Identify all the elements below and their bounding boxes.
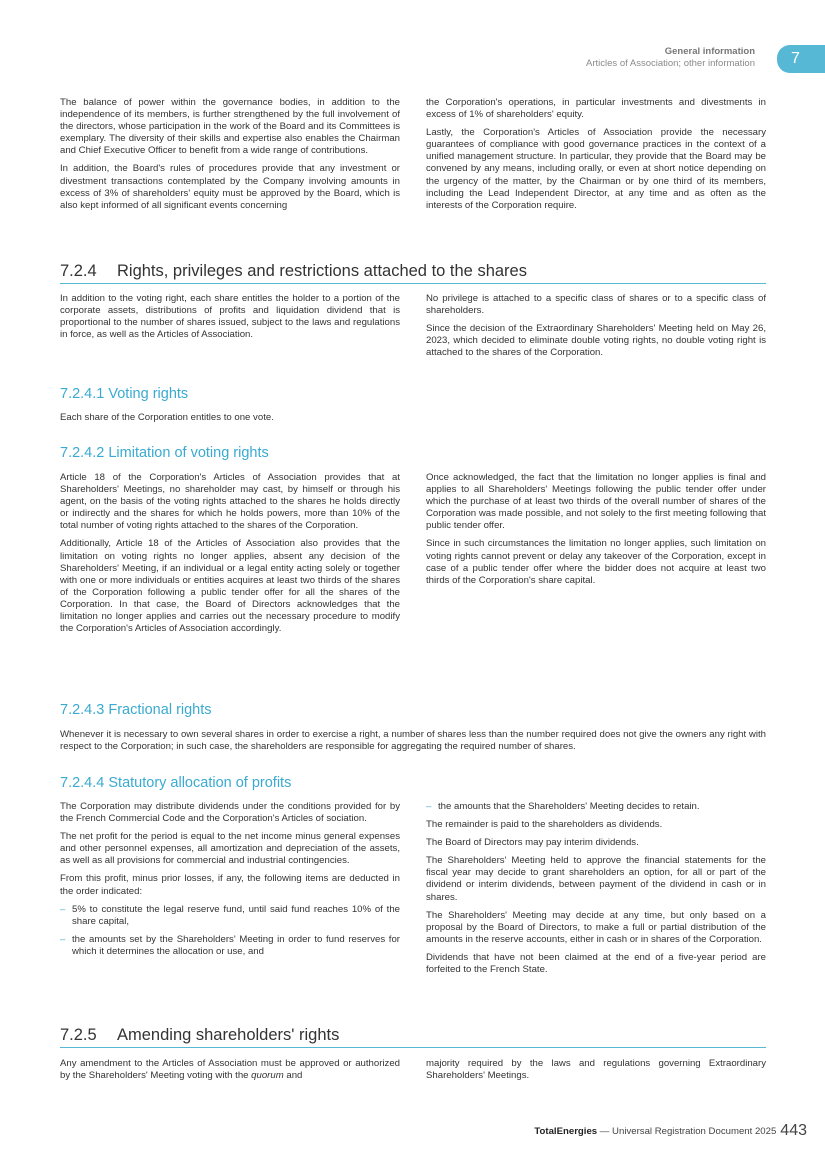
section-heading-7-2-5 bbox=[60, 1025, 766, 1048]
paragraph: The balance of power within the governance bodies, in addition to the independence of its members, is further strengthened by the full involvement of the directors, whose participation in the work of the Board and its Committees is exemplary. The diversity of their skills and expertise also enables the Chairman and Chief Executive Officer to benefit from a wide range of contributions. bbox=[60, 97, 400, 157]
paragraph: From this profit, minus prior losses, if any, the following items are deducted in the order indicated: bbox=[60, 873, 400, 897]
list-item: – the amounts set by the Shareholders' Meeting in order to fund reserves for which it determines the allocation or use, and bbox=[60, 933, 400, 957]
s7243-body bbox=[60, 729, 766, 759]
paragraph: Each share of the Corporation entitles to one vote. bbox=[60, 412, 274, 423]
subsection-heading-allocation: 7.2.4.4 Statutory allocation of profits bbox=[60, 775, 292, 791]
s7242-right-column bbox=[426, 472, 766, 593]
paragraph: The remainder is paid to the shareholders as dividends. bbox=[426, 819, 663, 831]
page-footer bbox=[534, 1122, 807, 1141]
s724-left-column bbox=[60, 293, 400, 347]
s725-right-column bbox=[426, 1058, 766, 1088]
chapter-tab: 7 bbox=[777, 45, 825, 73]
paragraph: The Shareholders' Meeting may decide at any time, but only based on a proposal by the Board of Directors, to make a full or partial distribution of the amounts in the reserve accounts, either in cash or in shares of the Corporation. bbox=[426, 909, 766, 945]
list-item: – the amounts that the Shareholders' Meeting decides to retain. bbox=[426, 801, 700, 812]
paragraph: majority required by the laws and regulations governing Extraordinary Shareholders' Meetings. bbox=[426, 1058, 766, 1082]
header-subsection: Articles of Association; other information bbox=[586, 58, 755, 69]
section-title: Amending shareholders' rights bbox=[117, 1026, 340, 1044]
paragraph: The Board of Directors may pay interim dividends. bbox=[426, 837, 639, 849]
running-header bbox=[586, 46, 755, 70]
subsection-heading-limitation: 7.2.4.2 Limitation of voting rights bbox=[60, 445, 269, 461]
paragraph: Since the decision of the Extraordinary Shareholders' Meeting held on May 26, 2023, which decided to eliminate double voting rights, no double voting right is attached to the shares of the Corporation. bbox=[426, 323, 766, 359]
paragraph: Since in such circumstances the limitation no longer applies, such limitation on voting rights cannot prevent or delay any takeover of the Corporation, except in case of a public tender offer where the bidder does not acquire at least two thirds of the Corporation's share capital. bbox=[426, 538, 766, 586]
s7242-left-column bbox=[60, 472, 400, 641]
section-title: Rights, privileges and restrictions attached to the shares bbox=[117, 262, 527, 280]
paragraph: the Corporation's operations, in particular investments and divestments in excess of 1% of shareholders' equity. bbox=[426, 97, 766, 121]
s7244-left-column bbox=[60, 801, 400, 964]
subsection-heading-voting-rights: 7.2.4.1 Voting rights bbox=[60, 386, 189, 402]
list-item: – 5% to constitute the legal reserve fund, until said fund reaches 10% of the share capital, bbox=[60, 903, 400, 927]
intro-right-column bbox=[426, 97, 766, 218]
footer-brand: TotalEnergies bbox=[534, 1126, 598, 1137]
paragraph: The Shareholders' Meeting held to approve the financial statements for the fiscal year may decide to grant shareholders an option, for all or part of the dividend or interim dividends, between payment of the dividend in cash or in shares. bbox=[426, 855, 766, 903]
page-number: 443 bbox=[780, 1122, 807, 1139]
paragraph: In addition, the Board's rules of procedures provide that any investment or divestment transactions contemplated by the Company involving amounts in excess of 3% of shareholders' equity must be approved by the Board, which is also kept informed of all significant events concerning bbox=[60, 163, 400, 211]
paragraph: Additionally, Article 18 of the Articles of Association also provides that the limitation on voting rights no longer applies, absent any decision of the Shareholders' Meeting, if an individual or a legal entity acting solely or together with one or more individuals or entities acquires at least two thirds of the shares of the Corporation following a public tender offer for all the shares of the Corporation. In that case, the Board of Directors acknowledges that the limitation no longer applies and carries out the necessary procedure to modify the Corporation's Articles of Association accordingly. bbox=[60, 538, 400, 635]
s725-left-column bbox=[60, 1058, 400, 1088]
section-number: 7.2.4 bbox=[60, 262, 97, 280]
dash-bullet: – bbox=[426, 801, 432, 812]
section-number: 7.2.5 bbox=[60, 1026, 97, 1044]
paragraph: Lastly, the Corporation's Articles of Association provide the necessary guarantees of compliance with good governance practices in the context of a unified management structure. In particular, they provide that the Board may be convened by any means, including orally, or even at short notice depending on the urgency of the matter, by the Chairman or by one third of its members, including the Lead Independent Director, at any time and as often as the interests of the Corporation require. bbox=[426, 127, 766, 211]
s7244-right-column bbox=[426, 801, 766, 982]
paragraph: Dividends that have not been claimed at the end of a five-year period are forfeited to the French State. bbox=[426, 951, 766, 976]
subsection-heading-fractional: 7.2.4.3 Fractional rights bbox=[60, 702, 212, 718]
section-heading-7-2-4 bbox=[60, 261, 766, 284]
intro-left-column bbox=[60, 97, 400, 218]
footer-document: — Universal Registration Document 2025 bbox=[597, 1126, 777, 1137]
paragraph: Once acknowledged, the fact that the limitation no longer applies is final and applies to all Shareholders' Meetings following the public tender offer under which the purchase of at least two thirds of the overall number of shares of the Corporation was made possible, and not solely to the first meeting following that public tender offer. bbox=[426, 472, 766, 532]
dash-bullet: – bbox=[60, 903, 66, 915]
paragraph: Any amendment to the Articles of Association must be approved or authorized by the Shareholders' Meeting voting with the quorum and bbox=[60, 1058, 400, 1082]
paragraph: In addition to the voting right, each share entitles the holder to a portion of the corporate assets, distributions of profits and liquidation dividend that is proportional to the number of shares issued, subject to the laws and regulations in force, as well as the Articles of Association. bbox=[60, 293, 400, 341]
paragraph: The Corporation may distribute dividends under the conditions provided for by the French Commercial Code and the Corporation's Articles of sociation. bbox=[60, 801, 400, 825]
dash-bullet: – bbox=[60, 933, 66, 945]
header-section: General information bbox=[664, 46, 755, 57]
s724-right-column bbox=[426, 293, 766, 365]
paragraph: No privilege is attached to a specific class of shares or to a specific class of shareholders. bbox=[426, 293, 766, 317]
paragraph: Whenever it is necessary to own several shares in order to exercise a right, a number of shares less than the number required does not give the owners any right with respect to the Corporation; in such case, the shareholders are responsible for aggregating the required number of shares. bbox=[60, 729, 766, 753]
paragraph: The net profit for the period is equal to the net income minus general expenses and other personnel expenses, all amortization and depreciation of the assets, as well as all provisions for commercial and industrial contingencies. bbox=[60, 831, 400, 867]
s7241-body bbox=[60, 412, 766, 430]
paragraph: Article 18 of the Corporation's Articles of Association provides that at Shareholders' Meetings, no shareholder may cast, by himself or through his agent, on the basis of the voting rights attached to the shares he holds directly or indirectly and the shares for which he holds powers, more than 10% of the total number of voting rights attached to the shares of the Corporation. bbox=[60, 472, 400, 532]
